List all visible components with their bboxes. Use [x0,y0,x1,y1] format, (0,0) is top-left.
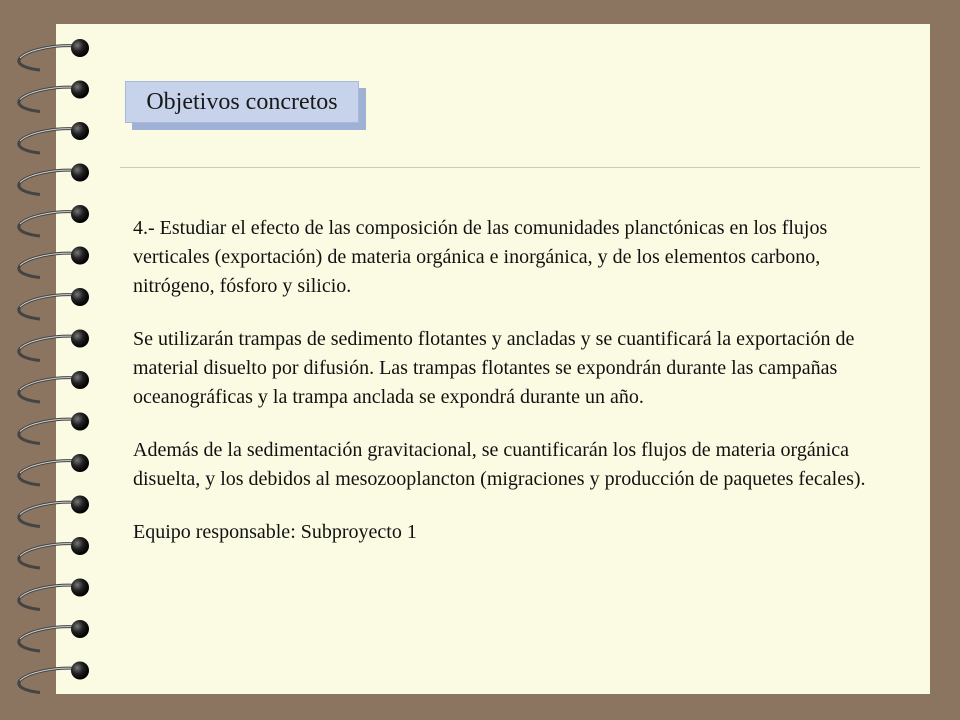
spiral-binding-icon [0,0,110,720]
spiral-ring [19,454,89,485]
paragraph-fluxes: Además de la sedimentación gravitacional, se cuantificarán los flujos de materia orgánica disuelta, y los debidos al mesozooplancton (migraciones y producción de paquetes fecales). [133,439,866,490]
spiral-ring [19,330,89,361]
spiral-ring [19,164,89,195]
spiral-ring [19,39,89,70]
spiral-ring [19,413,89,444]
divider-line [120,167,920,168]
paragraph-methods: Se utilizarán trampas de sedimento flotantes y ancladas y se cuantificará la exportación de material disuelto por difusión. Las trampas flotantes se expondrán durante las campañas oceanográficas y la trampa anclada se expondrá durante un año. [133,328,855,408]
spiral-ring [19,579,89,610]
slide-title [125,81,359,123]
spiral-ring [19,122,89,153]
spiral-ring [19,662,89,693]
spiral-ring [19,247,89,278]
paragraph-team: Equipo responsable: Subproyecto 1 [133,521,417,543]
spiral-ring [19,620,89,651]
slide-body [133,214,893,571]
spiral-ring [19,371,89,402]
spiral-ring [19,205,89,236]
spiral-ring [19,537,89,568]
paragraph-objective: 4.- Estudiar el efecto de las composición de las comunidades planctónicas en los flujos verticales (exportación) de materia orgánica e inorgánica, y de los elementos carbono, nitrógeno, fósforo y silicio. [133,217,828,297]
spiral-ring [19,288,89,319]
spiral-ring [19,81,89,112]
slide-title-text: Objetivos concretos [146,88,338,115]
spiral-ring [19,496,89,527]
